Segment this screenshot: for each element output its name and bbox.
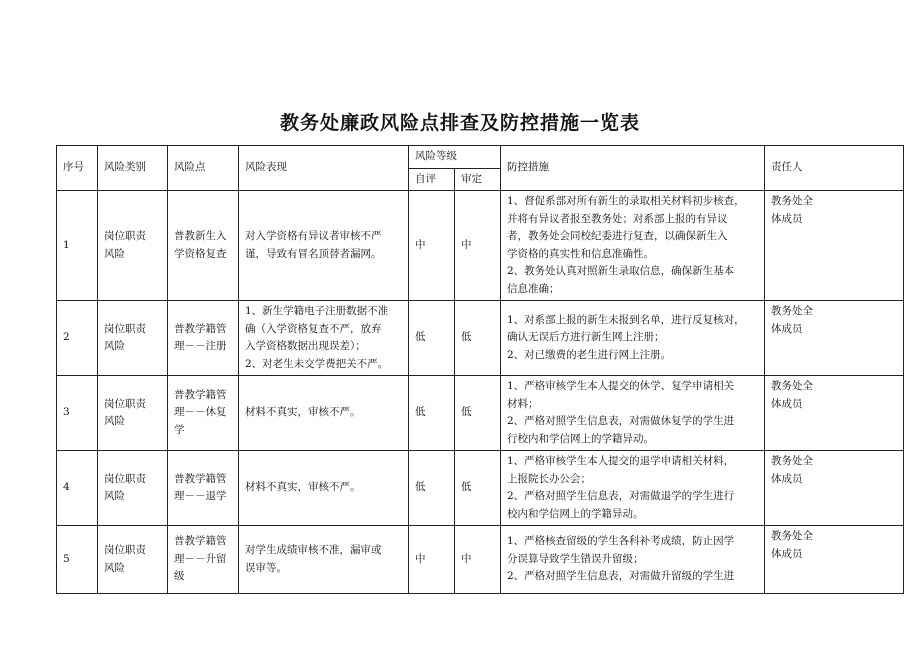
cell-seq: 4: [57, 451, 98, 526]
header-point: 风险点: [168, 146, 239, 191]
cell-self-eval: 低: [409, 376, 455, 451]
cell-point: 普教学籍管 理－－休复 学: [168, 376, 239, 451]
cell-seq: 5: [57, 526, 98, 594]
cell-category: 岗位职责 风险: [98, 301, 168, 376]
cell-point: 普教学籍管 理－－升留 级: [168, 526, 239, 594]
cell-point: 普教学籍管 理－－注册: [168, 301, 239, 376]
cell-manifest: 材料不真实，审核不严。: [239, 376, 409, 451]
cell-self-eval: 低: [409, 451, 455, 526]
header-row: [57, 146, 904, 169]
cell-review: 低: [455, 376, 501, 451]
table-row: [57, 376, 904, 451]
cell-seq: 1: [57, 191, 98, 301]
cell-owner: 教务处全 体成员: [765, 301, 904, 376]
page-title: 教务处廉政风险点排查及防控措施一览表: [279, 112, 640, 134]
cell-measures: 1、严格审核学生本人提交的休学、复学申请相关 材料； 2、严格对照学生信息表，对需做休复学的学生进 行校内和学信网上的学籍异动。: [501, 376, 765, 451]
header-manifest: 风险表现: [239, 146, 409, 191]
cell-measures: 1、对系部上报的新生未报到名单，进行反复核对， 确认无误后方进行新生网上注册； 2、对已缴费的老生进行网上注册。: [501, 301, 765, 376]
cell-category: 岗位职责 风险: [98, 376, 168, 451]
cell-owner: 教务处全 体成员: [765, 191, 904, 301]
cell-category: 岗位职责 风险: [98, 451, 168, 526]
cell-self-eval: 中: [409, 191, 455, 301]
cell-review: 中: [455, 526, 501, 594]
header-level: 风险等级: [409, 146, 501, 169]
cell-manifest: 对入学资格有异议者审核不严 谨，导致有冒名顶替者漏网。: [239, 191, 409, 301]
header-seq: 序号: [57, 146, 98, 191]
cell-manifest: 1、新生学籍电子注册数据不准 确（入学资格复查不严，放弃 入学资格数据出现误差）； 2、对老生未交学费把关不严。: [239, 301, 409, 376]
cell-review: 中: [455, 191, 501, 301]
risk-table: [56, 145, 904, 594]
table-row: [57, 191, 904, 301]
table-row: [57, 301, 904, 376]
cell-measures: 1、督促系部对所有新生的录取相关材料初步核查， 并将有异议者报至教务处；对系部上报的有异议 者，教务处会同校纪委进行复查，以确保新生入 学资格的真实性和信息准确性。 2、教务处认真对照新生录取信息，确保新生基本 信息准确；: [501, 191, 765, 301]
cell-self-eval: 中: [409, 526, 455, 594]
cell-review: 低: [455, 451, 501, 526]
cell-point: 普教新生入 学资格复查: [168, 191, 239, 301]
cell-owner: 教务处全 体成员: [765, 376, 904, 451]
cell-self-eval: 低: [409, 301, 455, 376]
table-row: [57, 451, 904, 526]
cell-owner: 教务处全 体成员: [765, 451, 904, 526]
cell-point: 普教学籍管 理－－退学: [168, 451, 239, 526]
header-owner: 责任人: [765, 146, 904, 191]
table-row: [57, 526, 904, 594]
cell-category: 岗位职责 风险: [98, 191, 168, 301]
cell-seq: 3: [57, 376, 98, 451]
cell-manifest: 材料不真实，审核不严。: [239, 451, 409, 526]
cell-measures: 1、严格审核学生本人提交的退学申请相关材料， 上报院长办公会； 2、严格对照学生信息表，对需做退学的学生进行 校内和学信网上的学籍异动。: [501, 451, 765, 526]
cell-measures: 1、严格核查留级的学生各科补考成绩，防止因学 分误算导致学生错误升留级； 2、严格对照学生信息表，对需做升留级的学生进: [501, 526, 765, 594]
cell-owner: 教务处全 体成员: [765, 526, 904, 594]
cell-review: 低: [455, 301, 501, 376]
header-self-eval: 自评: [409, 168, 455, 191]
cell-seq: 2: [57, 301, 98, 376]
cell-manifest: 对学生成绩审核不准，漏审或 误审等。: [239, 526, 409, 594]
header-review: 审定: [455, 168, 501, 191]
header-measures: 防控措施: [501, 146, 765, 191]
cell-category: 岗位职责 风险: [98, 526, 168, 594]
header-category: 风险类别: [98, 146, 168, 191]
